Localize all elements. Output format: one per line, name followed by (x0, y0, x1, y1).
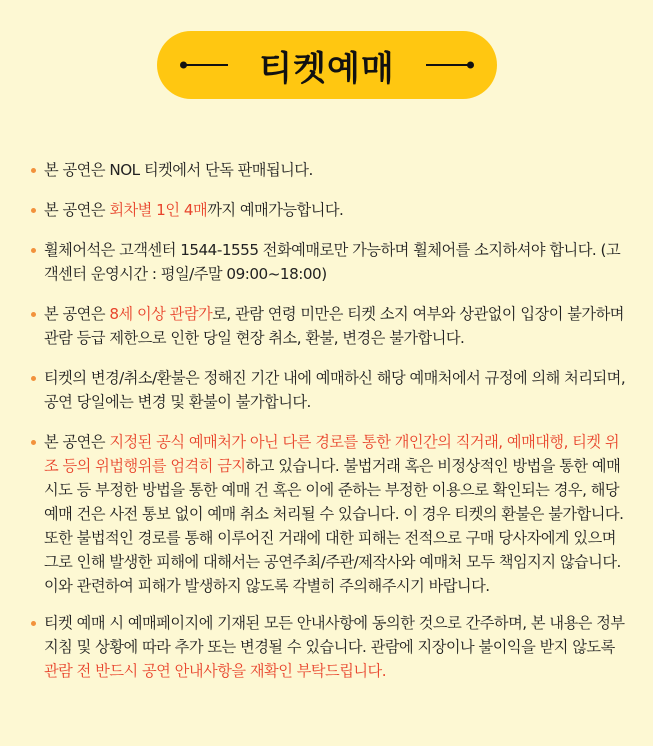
page-title: 티켓예매 (259, 48, 395, 89)
notice-highlight-text: 관람 전 반드시 공연 안내사항을 재확인 부탁드립니다. (44, 662, 387, 680)
notice-text: 로, 관람 연령 미만은 티켓 소지 여부와 상관없이 입장이 불가하며 관람 등급 제한으로 인한 당일 현장 취소, 환불, 변경은 불가합니다. (44, 305, 624, 347)
notice-item-change (28, 366, 628, 414)
title-decoration-right (426, 64, 472, 66)
title-decoration-dot (467, 62, 474, 69)
notice-list (28, 158, 628, 696)
notice-item-sale (28, 158, 628, 182)
notice-item-illegal (28, 430, 628, 598)
notice-item-limit (28, 198, 628, 222)
title-decoration-left (182, 64, 228, 66)
bullet-dot-icon (31, 312, 36, 317)
notice-item-agreement (28, 611, 628, 683)
notice-highlight-text: 8세 이상 관람가 (109, 305, 213, 323)
bullet-dot-icon (31, 248, 36, 253)
notice-text: 본 공연은 NOL 티켓에서 단독 판매됩니다. (44, 161, 313, 179)
notice-text: 본 공연은 (44, 201, 110, 219)
notice-text: 티켓의 변경/취소/환불은 정해진 기간 내에 예매하신 해당 예매처에서 규정에 의해 처리되며, 공연 당일에는 변경 및 환불이 불가합니다. (44, 369, 626, 411)
notice-text: 휠체어석은 고객센터 1544-1555 전화예매로만 가능하며 휠체어를 소지하셔야 합니다. (고객센터 운영시간 : 평일/주말 09:00~18:00) (44, 241, 621, 283)
notice-item-age (28, 302, 628, 350)
bullet-dot-icon (31, 376, 36, 381)
bullet-dot-icon (31, 440, 36, 445)
notice-highlight-text: 지정된 공식 예매처가 아닌 다른 경로를 통한 개인간의 직거래, 예매대행, 티켓 위조 등의 위법행위를 엄격히 금지 (44, 433, 620, 475)
notice-text: 하고 있습니다. 불법거래 혹은 비정상적인 방법을 통한 예매시도 등 부정한 방법을 통한 예매 건 혹은 이에 준하는 부정한 이용으로 확인되는 경우, 해당 예매 건은 사전 통보 없이 예매 취소 처리될 수 있습니다. 이 경우 티켓의 환불은 불가합니다. 또한 불법적인 경로를 통해 이루어진 거래에 대한 피해는 전적으로 구매 당사자에게 있으며 그로 인해 발생한 피해에 대해서는 공연주최/주관/제작사와 예매처 모두 책임지지 않습니다. 이와 관련하여 피해가 발생하지 않도록 각별히 주의해주시기 바랍니다. (44, 457, 624, 595)
notice-highlight-text: 회차별 1인 4매 (109, 201, 208, 219)
notice-text: 티켓 예매 시 예매페이지에 기재된 모든 안내사항에 동의한 것으로 간주하며, 본 내용은 정부 지침 및 상황에 따라 추가 또는 변경될 수 있습니다. 관람에 지장이나 불이익을 받지 않도록 (44, 614, 625, 656)
bullet-dot-icon (31, 168, 36, 173)
bullet-dot-icon (31, 208, 36, 213)
notice-text: 본 공연은 (44, 305, 110, 323)
notice-text: 까지 예매가능합니다. (207, 201, 344, 219)
bullet-dot-icon (31, 621, 36, 626)
section-title-banner (157, 31, 497, 99)
notice-item-wheelchair (28, 238, 628, 286)
notice-text: 본 공연은 (44, 433, 110, 451)
title-decoration-dot (180, 62, 187, 69)
